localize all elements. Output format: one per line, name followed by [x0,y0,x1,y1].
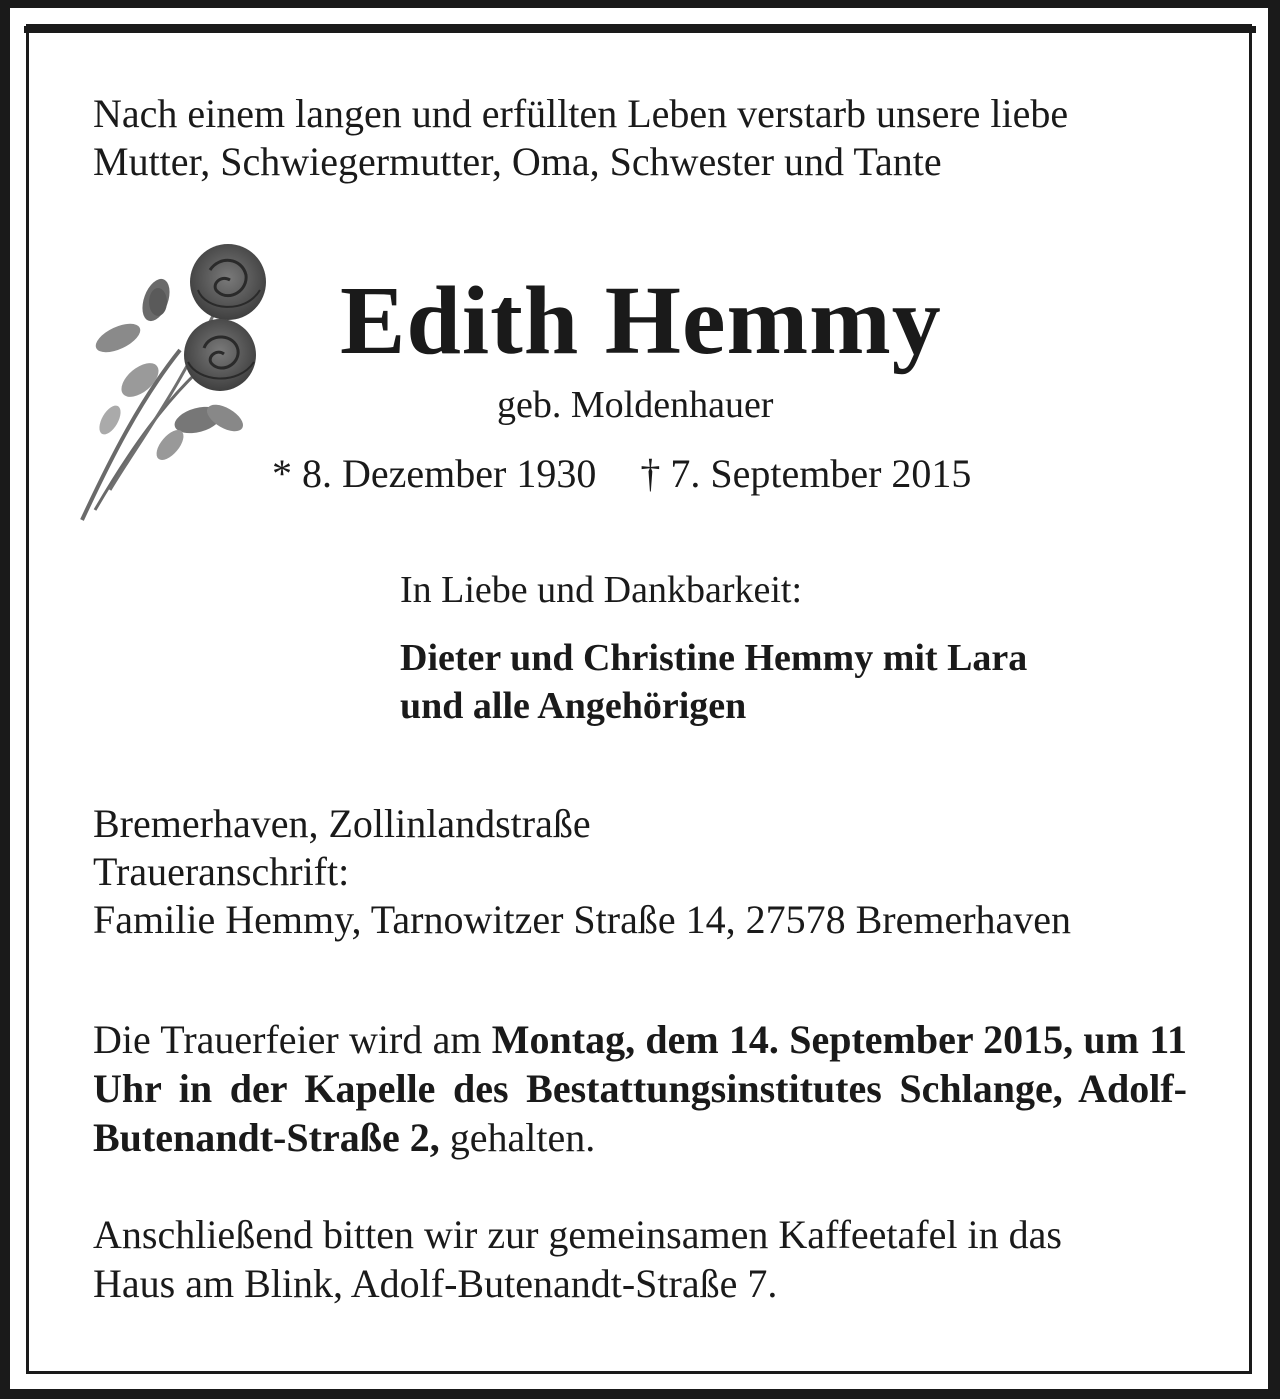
birth-date: * 8. Dezember 1930 [272,451,597,496]
family-names [400,634,1027,730]
coffee-invitation [93,1210,1062,1308]
rose-icon [70,230,285,528]
address-line-1: Bremerhaven, Zollinlandstraße [93,801,591,846]
funeral-intro: Die Trauerfeier wird am [93,1017,482,1062]
coffee-line-1: Anschließend bitten wir zur gemeinsamen Kaffeetafel in das [93,1212,1062,1257]
obituary-notice [10,8,1268,1389]
address-line-3: Familie Hemmy, Tarnowitzer Straße 14, 27578 Bremerhaven [93,897,1072,942]
funeral-info [93,1015,1187,1162]
address-line-2: Traueranschrift: [93,849,350,894]
coffee-line-2: Haus am Blink, Adolf-Butenandt-Straße 7. [93,1261,778,1306]
maiden-name: geb. Moldenhauer [497,384,774,426]
life-dates [272,450,971,498]
intro-text [93,90,1068,186]
mourning-address [93,800,1071,944]
funeral-outro: gehalten. [449,1115,596,1160]
thanks-line: In Liebe und Dankbarkeit: [400,569,803,611]
family-line-1: Dieter und Christine Hemmy mit Lara [400,637,1028,679]
funeral-details: Montag, dem 14. September 2015, um 11 Uhr in der Kapelle des Bestattungsinstitutes Schlange, Adolf-Butenandt-Straße 2, [93,1017,1188,1160]
intro-line-1: Nach einem langen und erfüllten Leben verstarb unsere liebe [93,91,1069,136]
death-date: † 7. September 2015 [640,451,972,496]
intro-line-2: Mutter, Schwiegermutter, Oma, Schwester und Tante [93,139,942,184]
family-line-2: und alle Angehörigen [400,685,747,727]
deceased-name: Edith Hemmy [340,267,942,375]
